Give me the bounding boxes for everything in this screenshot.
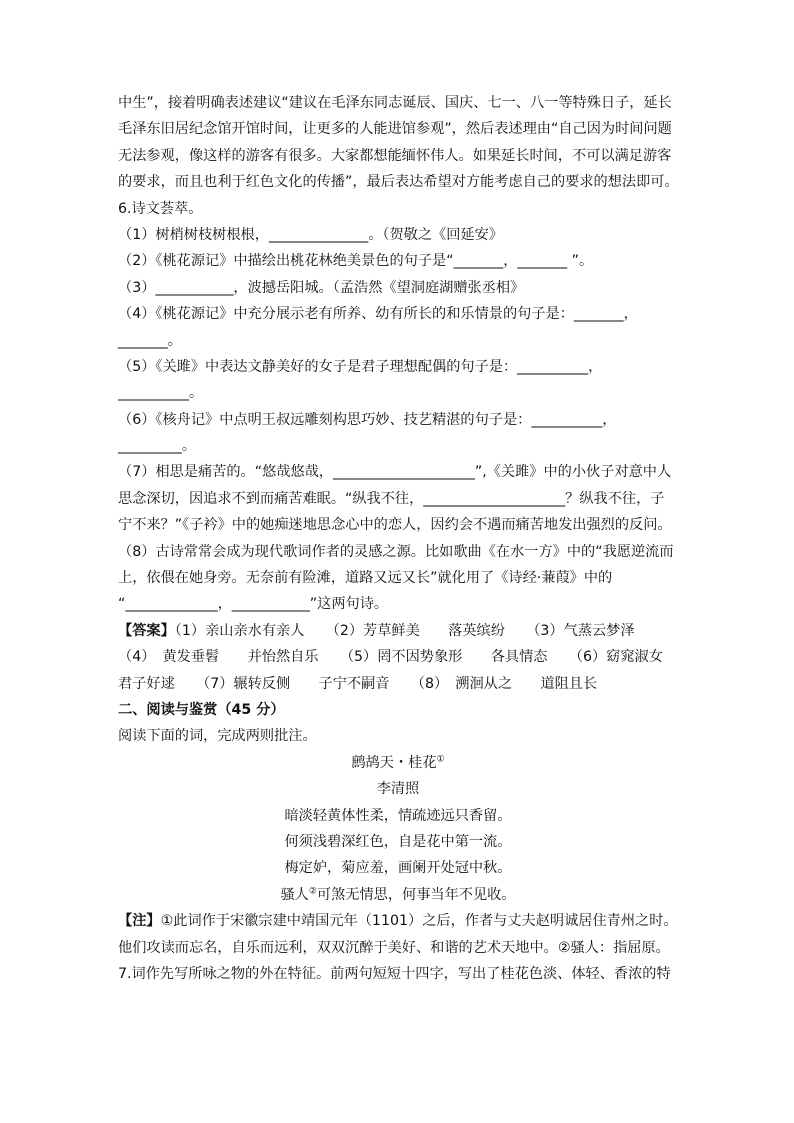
question-6-heading: 6.诗文荟萃。: [118, 200, 203, 217]
notes-label: 【注】: [118, 913, 161, 930]
notes-line-2: 他们攻读而忘名，自乐而远利，双双沉醉于美好、和谐的艺术天地中。②骚人：指屈原。: [118, 939, 670, 956]
poem-line: 暗淡轻黄体性柔，情疏迹远只香留。: [284, 807, 512, 824]
answer-text: （1）亲山亲水有亲人 （2）芳草鲜美 落英缤纷 （3）气蒸云梦泽: [174, 622, 635, 639]
text-line: 中生”，接着明确表述建议“建议在毛泽东同志诞辰、国庆、七一、八一等特殊日子，延长: [118, 95, 672, 111]
poem-title-text: 鹧鸪天・桂花: [351, 754, 437, 771]
document-page: [118, 90, 678, 987]
poem-line-part: 可煞无情思，何事当年不见收。: [316, 886, 516, 903]
question-6-item-5-cont: __________。: [118, 385, 204, 402]
poem-line: 何须浅碧深红色，自是花中第一流。: [284, 833, 512, 850]
poem-title: [118, 750, 678, 776]
poem-line-part: 骚人: [280, 886, 309, 903]
question-6-item-7: （7）相思是痛苦的。“悠哉悠哉，____________________”,《关雎》中的小伙子对意中人: [118, 464, 672, 481]
text-line: 的要求，而且也利于红色文化的传播”，最后表达希望对方能考虑自己的要求的想法即可。: [118, 174, 679, 191]
footnote-marker: ①: [436, 754, 445, 765]
question-6-item-7-cont: 思念深切，因追求不到而痛苦难眠。“纵我不往，____________________？纵我不往，子: [118, 490, 665, 507]
poem-line: [118, 882, 678, 908]
section-title: 二、阅读与鉴赏（45 分）: [118, 701, 285, 718]
question-6-item-5: （5）《关雎》中表达文静美好的女子是君子理想配偶的句子是：__________，: [118, 358, 603, 375]
question-7: 7.词作先写所咏之物的外在特征。前两句短短十四字，写出了桂花色淡、体轻、香浓的特: [118, 965, 671, 982]
question-6-item-6: （6）《核舟记》中点明王叔远雕刻构思巧妙、技艺精湛的句子是：__________，: [118, 411, 617, 428]
instruction: 阅读下面的词，完成两则批注。: [118, 728, 317, 745]
text-line: 无法参观，像这样的游客有很多。大家都想能缅怀伟人。如果延长时间，不可以满足游客: [118, 147, 672, 164]
answer-line-3: 君子好逑 （7）辗转反侧 子宁不嗣音 （8） 溯洄从之 道阻且长: [118, 675, 598, 692]
answer-label: 【答案】: [118, 622, 175, 639]
poem-line: 梅定妒，菊应羞，画阑开处冠中秋。: [284, 860, 512, 877]
question-6-item-3: （3）___________，波撼岳阳城。（孟浩然《望洞庭湖赠张丞相》: [118, 279, 525, 296]
question-6-item-2: （2）《桃花源记》中描绘出桃花林绝美景色的句子是“_______，_______ ”。: [118, 253, 594, 270]
answer-line-2: （4） 黄发垂髫 并怡然自乐 （5）罔不因势象形 各具情态 （6）窈窕淑女: [118, 649, 663, 666]
question-6-item-6-cont: _________。: [118, 438, 197, 455]
question-6-item-8-cont: 上，依偎在她身旁。无奈前有险滩，道路又远又长”就化用了《诗经·蒹葭》中的: [118, 570, 613, 587]
question-6-item-4-cont: _______。: [118, 332, 182, 349]
answer-line-1: [118, 618, 678, 644]
footnote-marker: ②: [308, 885, 317, 896]
text-line: 毛泽东旧居纪念馆开馆时间，让更多的人能进馆参观”，然后表述理由“自己因为时间问题: [118, 121, 672, 138]
notes-line-1: [118, 908, 678, 934]
question-6-item-8: （8）古诗常常会成为现代歌词作者的灵感之源。比如歌曲《在水一方》中的“我愿逆流而: [118, 543, 674, 560]
poem-author: 李清照: [376, 781, 420, 798]
question-6-item-1: （1）树梢树枝树根根，______________。（贺敬之《回延安》: [118, 226, 503, 243]
question-6-item-7-cont: 宁不来？”《子衿》中的她痴迷地思念心中的恋人，因约会不遇而痛苦地发出强烈的反问。: [118, 517, 672, 534]
question-6-item-4: （4）《桃花源记》中充分展示老有所养、幼有所长的和乐情景的句子是：_______，: [118, 306, 638, 323]
question-6-item-8-cont: “_____________，___________”这两句诗。: [118, 596, 389, 613]
notes-text: ①此词作于宋徽宗建中靖国元年（1101）之后，作者与丈夫赵明诚居住青州之时。: [160, 913, 678, 930]
